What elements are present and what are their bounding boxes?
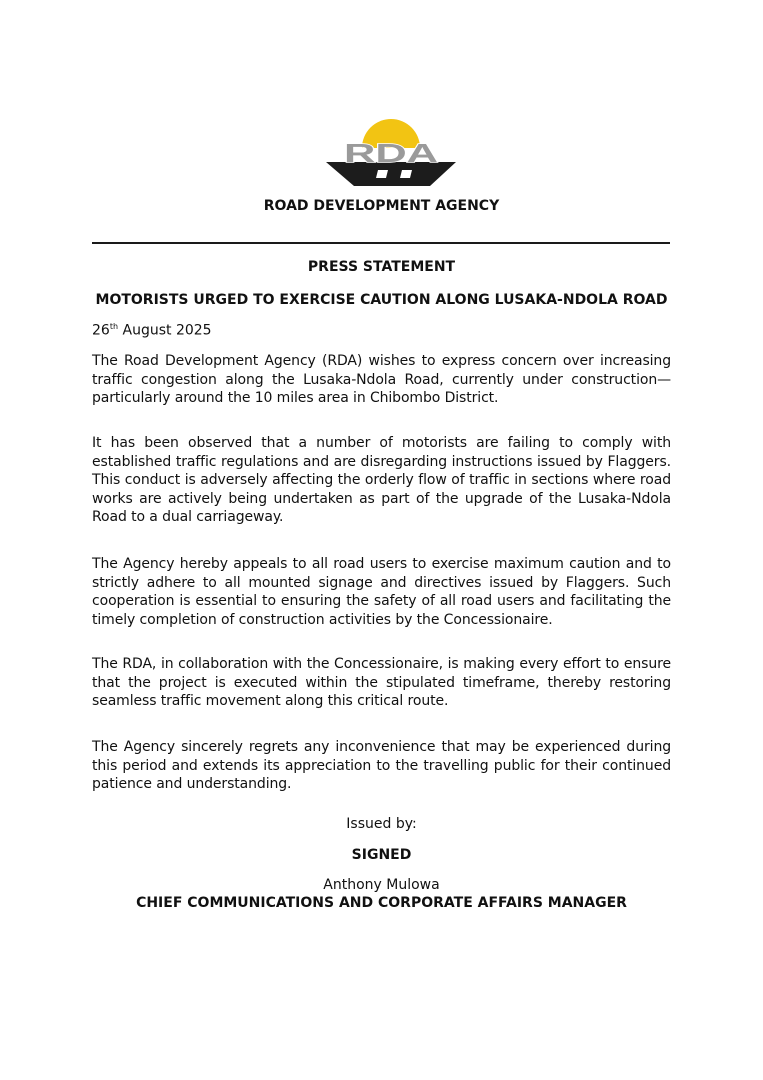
date-day: 26 <box>92 322 110 339</box>
signatory-position: CHIEF COMMUNICATIONS AND CORPORATE AFFAIRS MANAGER <box>136 895 627 911</box>
paragraph-3: The Agency hereby appeals to all road users to exercise maximum caution and to strictly adhere to all mounted signage and directives issued by Flaggers. Such cooperation is essential to ensuring the safety of all road users and facilitating the timely completion of construction activities by the Concessionaire. <box>92 556 671 628</box>
signed-label: SIGNED <box>351 847 412 863</box>
signatory-name: Anthony Mulowa <box>323 877 440 893</box>
statement-title: MOTORISTS URGED TO EXERCISE CAUTION ALONG LUSAKA-NDOLA ROAD <box>95 292 668 308</box>
paragraph-4: The RDA, in collaboration with the Concessionaire, is making every effort to ensure that the project is executed within the stipulated timeframe, thereby restoring seamless traffic movement along this critical route. <box>92 656 671 710</box>
date-rest: August 2025 <box>118 322 212 339</box>
date-suffix: th <box>109 322 119 331</box>
organization-name: ROAD DEVELOPMENT AGENCY <box>263 198 500 214</box>
issued-by-label: Issued by: <box>346 816 417 832</box>
paragraph-5: The Agency sincerely regrets any inconvenience that may be experienced during this period and extends its appreciation to the travelling public for their continued patience and understanding. <box>92 739 671 793</box>
logo-text: RDA <box>344 138 439 168</box>
paragraph-2: It has been observed that a number of motorists are failing to comply with established traffic regulations and are disregarding instructions issued by Flaggers. This conduct is adversely affecting the orderly flow of traffic in sections where road works are actively being undertaken as part of the upgrade of the Lusaka-Ndola Road to a dual carriageway. <box>92 435 671 526</box>
paragraph-1: The Road Development Agency (RDA) wishes to express concern over increasing traffic congestion along the Lusaka-Ndola Road, currently under construction—particularly around the 10 miles area in Chibombo District. <box>92 353 671 407</box>
header-divider <box>92 242 670 244</box>
statement-type: PRESS STATEMENT <box>307 259 456 275</box>
statement-date <box>92 322 212 339</box>
rda-logo <box>318 118 464 190</box>
